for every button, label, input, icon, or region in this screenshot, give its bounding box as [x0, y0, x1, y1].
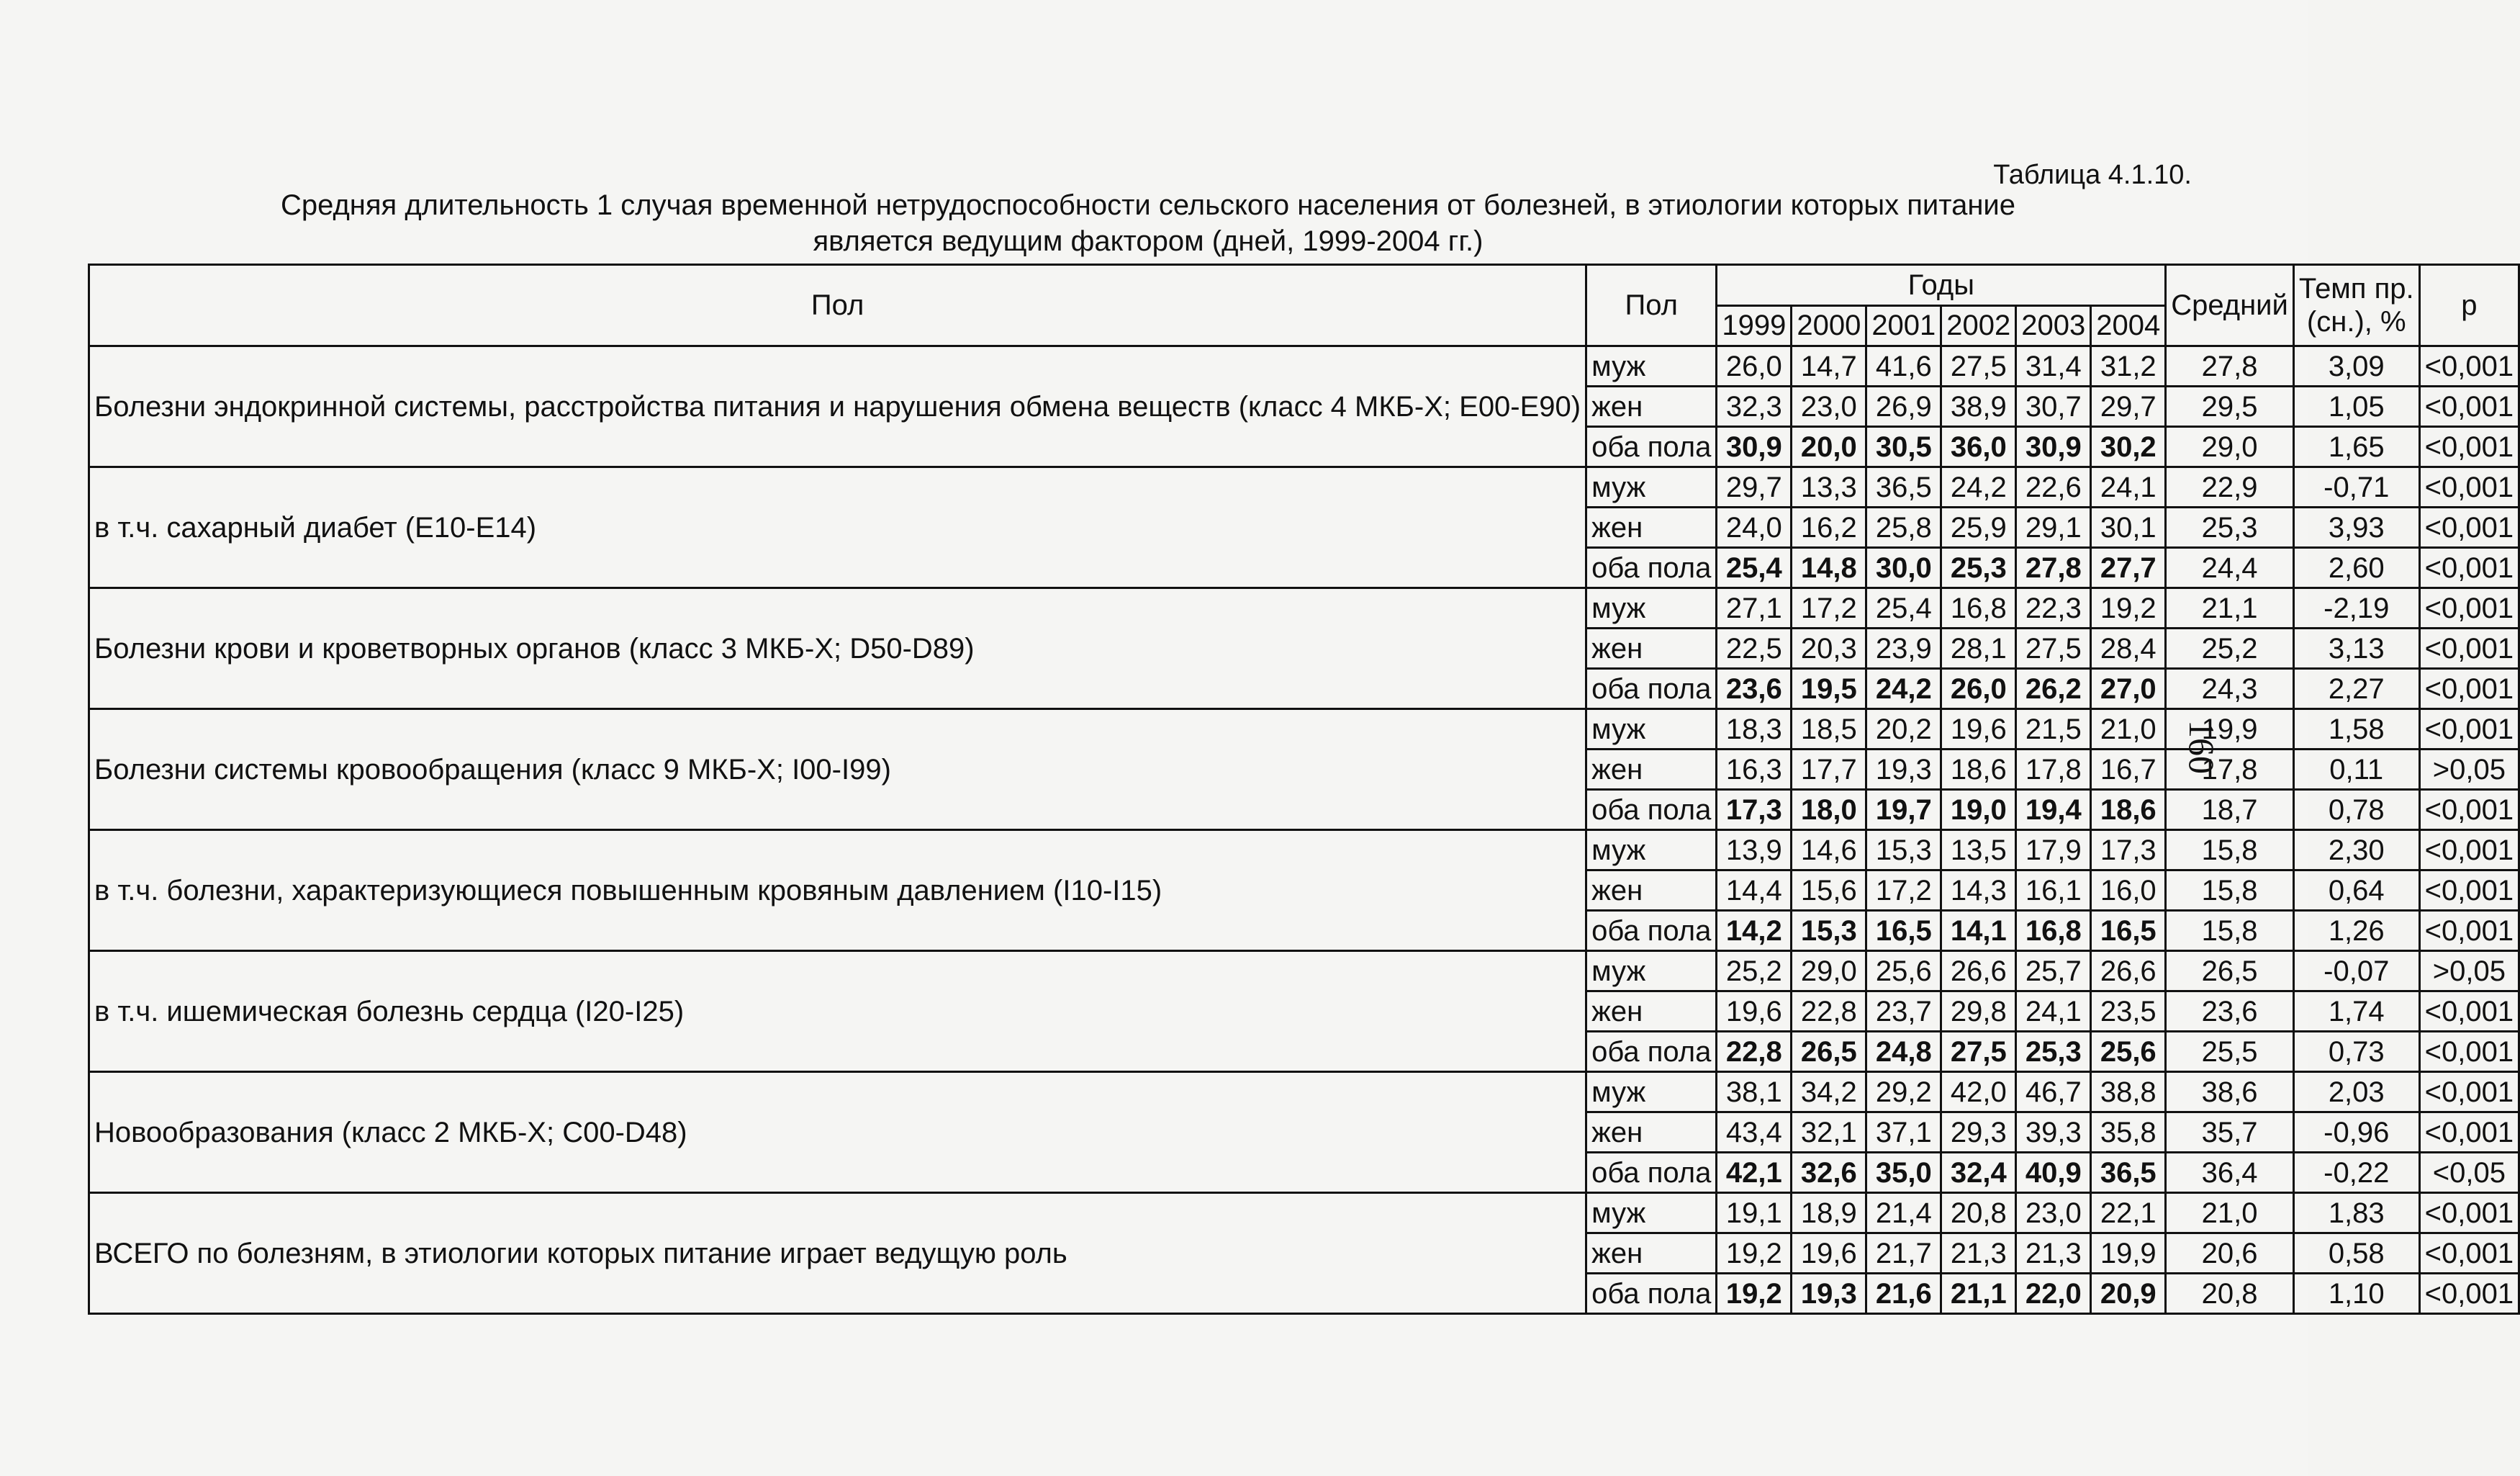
p-value-cell: <0,001 — [2419, 911, 2519, 951]
value-cell: 27,1 — [1717, 588, 1792, 629]
value-cell: 23,7 — [1866, 991, 1941, 1032]
value-cell: 29,2 — [1866, 1072, 1941, 1112]
average-cell: 18,7 — [2166, 790, 2294, 830]
p-value-cell: >0,05 — [2419, 750, 2519, 790]
average-cell: 25,2 — [2166, 629, 2294, 669]
value-cell: 26,2 — [2016, 669, 2091, 709]
p-value-cell: <0,001 — [2419, 548, 2519, 588]
p-value-cell: <0,001 — [2419, 588, 2519, 629]
sex-cell: оба пола — [1586, 1274, 1717, 1314]
value-cell: 41,6 — [1866, 346, 1941, 387]
value-cell: 42,0 — [1941, 1072, 2016, 1112]
value-cell: 38,9 — [1941, 387, 2016, 427]
disease-name: Болезни крови и кроветворных органов (класс 3 МКБ-Х; D50-D89) — [89, 588, 1586, 709]
value-cell: 40,9 — [2016, 1153, 2091, 1193]
value-cell: 22,6 — [2016, 467, 2091, 508]
value-cell: 19,0 — [1941, 790, 2016, 830]
value-cell: 38,1 — [1717, 1072, 1792, 1112]
average-cell: 24,4 — [2166, 548, 2294, 588]
value-cell: 24,1 — [2091, 467, 2166, 508]
value-cell: 14,7 — [1792, 346, 1866, 387]
header-rate-line-2: (сн.), % — [2306, 306, 2406, 338]
value-cell: 19,6 — [1792, 1233, 1866, 1274]
value-cell: 22,8 — [1717, 1032, 1792, 1072]
average-cell: 19,9 — [2166, 709, 2294, 750]
value-cell: 20,0 — [1792, 427, 1866, 467]
average-cell: 15,8 — [2166, 870, 2294, 911]
table-row — [89, 467, 2519, 508]
value-cell: 37,1 — [1866, 1112, 1941, 1153]
title-line-1: Средняя длительность 1 случая временной нетрудоспособности сельского населения от болезней, в этиологии которых питание — [280, 189, 2016, 221]
rate-cell: -0,22 — [2293, 1153, 2419, 1193]
sex-cell: муж — [1586, 346, 1717, 387]
value-cell: 17,3 — [1717, 790, 1792, 830]
value-cell: 17,2 — [1866, 870, 1941, 911]
value-cell: 15,3 — [1792, 911, 1866, 951]
value-cell: 31,2 — [2091, 346, 2166, 387]
average-cell: 29,0 — [2166, 427, 2294, 467]
header-p: p — [2419, 265, 2519, 346]
average-cell: 17,8 — [2166, 750, 2294, 790]
p-value-cell: <0,001 — [2419, 1233, 2519, 1274]
average-cell: 36,4 — [2166, 1153, 2294, 1193]
value-cell: 46,7 — [2016, 1072, 2091, 1112]
value-cell: 24,1 — [2016, 991, 2091, 1032]
sex-cell: оба пола — [1586, 911, 1717, 951]
value-cell: 18,3 — [1717, 709, 1792, 750]
value-cell: 36,5 — [2091, 1153, 2166, 1193]
value-cell: 21,0 — [2091, 709, 2166, 750]
value-cell: 17,3 — [2091, 830, 2166, 870]
average-cell: 27,8 — [2166, 346, 2294, 387]
rate-cell: 1,05 — [2293, 387, 2419, 427]
value-cell: 21,3 — [1941, 1233, 2016, 1274]
value-cell: 16,5 — [1866, 911, 1941, 951]
value-cell: 20,2 — [1866, 709, 1941, 750]
rate-cell: 3,93 — [2293, 508, 2419, 548]
sex-cell: оба пола — [1586, 1153, 1717, 1193]
value-cell: 26,0 — [1941, 669, 2016, 709]
value-cell: 16,5 — [2091, 911, 2166, 951]
sex-cell: муж — [1586, 830, 1717, 870]
value-cell: 17,2 — [1792, 588, 1866, 629]
average-cell: 20,8 — [2166, 1274, 2294, 1314]
header-rate — [2293, 265, 2419, 346]
value-cell: 19,1 — [1717, 1193, 1792, 1233]
value-cell: 21,3 — [2016, 1233, 2091, 1274]
value-cell: 26,6 — [2091, 951, 2166, 991]
value-cell: 16,8 — [1941, 588, 2016, 629]
value-cell: 15,3 — [1866, 830, 1941, 870]
data-table — [88, 264, 2520, 1315]
average-cell: 38,6 — [2166, 1072, 2294, 1112]
header-year-2003: 2003 — [2016, 305, 2091, 346]
value-cell: 25,3 — [1941, 548, 2016, 588]
sex-cell: муж — [1586, 467, 1717, 508]
table-row — [89, 709, 2519, 750]
rate-cell: -2,19 — [2293, 588, 2419, 629]
value-cell: 29,0 — [1792, 951, 1866, 991]
rate-cell: 1,74 — [2293, 991, 2419, 1032]
disease-name: Новообразования (класс 2 МКБ-Х; С00-D48) — [89, 1072, 1586, 1193]
value-cell: 27,5 — [2016, 629, 2091, 669]
p-value-cell: <0,001 — [2419, 1032, 2519, 1072]
value-cell: 21,4 — [1866, 1193, 1941, 1233]
sex-cell: жен — [1586, 508, 1717, 548]
sex-cell: оба пола — [1586, 427, 1717, 467]
average-cell: 15,8 — [2166, 911, 2294, 951]
sex-cell: оба пола — [1586, 669, 1717, 709]
page-number: 160 — [2182, 720, 2222, 774]
rate-cell: 2,27 — [2293, 669, 2419, 709]
value-cell: 16,2 — [1792, 508, 1866, 548]
value-cell: 30,2 — [2091, 427, 2166, 467]
rate-cell: 2,30 — [2293, 830, 2419, 870]
value-cell: 36,0 — [1941, 427, 2016, 467]
rate-cell: 1,65 — [2293, 427, 2419, 467]
value-cell: 19,3 — [1866, 750, 1941, 790]
rate-cell: 1,10 — [2293, 1274, 2419, 1314]
header-sex: Пол — [1586, 265, 1717, 346]
rate-cell: 3,09 — [2293, 346, 2419, 387]
value-cell: 17,7 — [1792, 750, 1866, 790]
rate-cell: 3,13 — [2293, 629, 2419, 669]
value-cell: 21,1 — [1941, 1274, 2016, 1314]
average-cell: 24,3 — [2166, 669, 2294, 709]
p-value-cell: <0,001 — [2419, 870, 2519, 911]
table-row — [89, 951, 2519, 991]
average-cell: 26,5 — [2166, 951, 2294, 991]
average-cell: 21,0 — [2166, 1193, 2294, 1233]
value-cell: 35,0 — [1866, 1153, 1941, 1193]
header-year-2001: 2001 — [1866, 305, 1941, 346]
value-cell: 29,7 — [2091, 387, 2166, 427]
rate-cell: 1,26 — [2293, 911, 2419, 951]
p-value-cell: <0,001 — [2419, 467, 2519, 508]
value-cell: 36,5 — [1866, 467, 1941, 508]
sex-cell: муж — [1586, 588, 1717, 629]
value-cell: 29,8 — [1941, 991, 2016, 1032]
sex-cell: жен — [1586, 870, 1717, 911]
average-cell: 20,6 — [2166, 1233, 2294, 1274]
sex-cell: оба пола — [1586, 790, 1717, 830]
value-cell: 19,6 — [1941, 709, 2016, 750]
sex-cell: жен — [1586, 991, 1717, 1032]
p-value-cell: <0,001 — [2419, 346, 2519, 387]
value-cell: 17,8 — [2016, 750, 2091, 790]
average-cell: 21,1 — [2166, 588, 2294, 629]
value-cell: 30,9 — [1717, 427, 1792, 467]
value-cell: 17,9 — [2016, 830, 2091, 870]
sex-cell: жен — [1586, 1233, 1717, 1274]
table-row — [89, 346, 2519, 387]
value-cell: 13,5 — [1941, 830, 2016, 870]
value-cell: 23,0 — [1792, 387, 1866, 427]
value-cell: 16,3 — [1717, 750, 1792, 790]
rate-cell: 0,73 — [2293, 1032, 2419, 1072]
value-cell: 25,7 — [2016, 951, 2091, 991]
value-cell: 18,6 — [2091, 790, 2166, 830]
value-cell: 23,9 — [1866, 629, 1941, 669]
value-cell: 19,5 — [1792, 669, 1866, 709]
value-cell: 18,6 — [1941, 750, 2016, 790]
header-year-1999: 1999 — [1717, 305, 1792, 346]
disease-name: в т.ч. ишемическая болезнь сердца (I20-I25) — [89, 951, 1586, 1072]
average-cell: 25,5 — [2166, 1032, 2294, 1072]
value-cell: 21,6 — [1866, 1274, 1941, 1314]
value-cell: 22,8 — [1792, 991, 1866, 1032]
sex-cell: жен — [1586, 629, 1717, 669]
header-year-2000: 2000 — [1792, 305, 1866, 346]
value-cell: 20,8 — [1941, 1193, 2016, 1233]
header-average: Средний — [2166, 265, 2294, 346]
average-cell: 15,8 — [2166, 830, 2294, 870]
p-value-cell: <0,001 — [2419, 709, 2519, 750]
value-cell: 14,6 — [1792, 830, 1866, 870]
header-year-2002: 2002 — [1941, 305, 2016, 346]
value-cell: 26,6 — [1941, 951, 2016, 991]
value-cell: 18,5 — [1792, 709, 1866, 750]
table-number: Таблица 4.1.10. — [1993, 160, 2192, 190]
value-cell: 30,7 — [2016, 387, 2091, 427]
value-cell: 22,5 — [1717, 629, 1792, 669]
sex-cell: муж — [1586, 1072, 1717, 1112]
sex-cell: муж — [1586, 1193, 1717, 1233]
value-cell: 14,1 — [1941, 911, 2016, 951]
value-cell: 18,0 — [1792, 790, 1866, 830]
value-cell: 19,2 — [2091, 588, 2166, 629]
header-disease: Пол — [89, 265, 1586, 346]
value-cell: 16,1 — [2016, 870, 2091, 911]
value-cell: 24,2 — [1941, 467, 2016, 508]
value-cell: 25,9 — [1941, 508, 2016, 548]
value-cell: 14,8 — [1792, 548, 1866, 588]
value-cell: 24,0 — [1717, 508, 1792, 548]
value-cell: 25,4 — [1866, 588, 1941, 629]
disease-name: Болезни эндокринной системы, расстройства питания и нарушения обмена веществ (класс 4 МКБ-Х; Е00-Е90) — [89, 346, 1586, 467]
value-cell: 13,9 — [1717, 830, 1792, 870]
value-cell: 23,6 — [1717, 669, 1792, 709]
rate-cell: 0,64 — [2293, 870, 2419, 911]
sex-cell: муж — [1586, 709, 1717, 750]
average-cell: 35,7 — [2166, 1112, 2294, 1153]
rate-cell: 1,83 — [2293, 1193, 2419, 1233]
value-cell: 29,7 — [1717, 467, 1792, 508]
rate-cell: 2,03 — [2293, 1072, 2419, 1112]
table-row — [89, 830, 2519, 870]
p-value-cell: <0,001 — [2419, 991, 2519, 1032]
value-cell: 34,2 — [1792, 1072, 1866, 1112]
sex-cell: жен — [1586, 387, 1717, 427]
value-cell: 25,6 — [2091, 1032, 2166, 1072]
header-rate-line-1: Темп пр. — [2298, 273, 2414, 305]
header-years: Годы — [1717, 265, 2166, 306]
value-cell: 21,5 — [2016, 709, 2091, 750]
average-cell: 23,6 — [2166, 991, 2294, 1032]
value-cell: 27,5 — [1941, 346, 2016, 387]
title-line-2: является ведущим фактором (дней, 1999-2004 гг.) — [813, 225, 1483, 257]
p-value-cell: <0,001 — [2419, 669, 2519, 709]
value-cell: 28,1 — [1941, 629, 2016, 669]
value-cell: 19,9 — [2091, 1233, 2166, 1274]
sex-cell: жен — [1586, 1112, 1717, 1153]
p-value-cell: <0,001 — [2419, 1072, 2519, 1112]
disease-name: в т.ч. сахарный диабет (Е10-Е14) — [89, 467, 1586, 588]
value-cell: 38,8 — [2091, 1072, 2166, 1112]
value-cell: 19,4 — [2016, 790, 2091, 830]
value-cell: 29,1 — [2016, 508, 2091, 548]
value-cell: 32,1 — [1792, 1112, 1866, 1153]
average-cell: 29,5 — [2166, 387, 2294, 427]
value-cell: 27,0 — [2091, 669, 2166, 709]
value-cell: 26,0 — [1717, 346, 1792, 387]
value-cell: 14,2 — [1717, 911, 1792, 951]
p-value-cell: <0,001 — [2419, 629, 2519, 669]
value-cell: 21,7 — [1866, 1233, 1941, 1274]
value-cell: 14,3 — [1941, 870, 2016, 911]
value-cell: 26,5 — [1792, 1032, 1866, 1072]
header-year-2004: 2004 — [2091, 305, 2166, 346]
value-cell: 25,3 — [2016, 1032, 2091, 1072]
value-cell: 23,5 — [2091, 991, 2166, 1032]
value-cell: 18,9 — [1792, 1193, 1866, 1233]
rate-cell: 0,58 — [2293, 1233, 2419, 1274]
rate-cell: 2,60 — [2293, 548, 2419, 588]
value-cell: 43,4 — [1717, 1112, 1792, 1153]
value-cell: 19,2 — [1717, 1233, 1792, 1274]
rate-cell: 1,58 — [2293, 709, 2419, 750]
p-value-cell: <0,05 — [2419, 1153, 2519, 1193]
value-cell: 25,6 — [1866, 951, 1941, 991]
value-cell: 19,3 — [1792, 1274, 1866, 1314]
rate-cell: -0,07 — [2293, 951, 2419, 991]
value-cell: 25,2 — [1717, 951, 1792, 991]
value-cell: 23,0 — [2016, 1193, 2091, 1233]
sex-cell: оба пола — [1586, 1032, 1717, 1072]
value-cell: 32,6 — [1792, 1153, 1866, 1193]
value-cell: 32,3 — [1717, 387, 1792, 427]
value-cell: 24,2 — [1866, 669, 1941, 709]
value-cell: 30,5 — [1866, 427, 1941, 467]
value-cell: 19,6 — [1717, 991, 1792, 1032]
value-cell: 29,3 — [1941, 1112, 2016, 1153]
value-cell: 39,3 — [2016, 1112, 2091, 1153]
table-row — [89, 1072, 2519, 1112]
table-row — [89, 1193, 2519, 1233]
rate-cell: -0,71 — [2293, 467, 2419, 508]
value-cell: 22,1 — [2091, 1193, 2166, 1233]
p-value-cell: <0,001 — [2419, 387, 2519, 427]
value-cell: 28,4 — [2091, 629, 2166, 669]
sex-cell: оба пола — [1586, 548, 1717, 588]
p-value-cell: <0,001 — [2419, 1274, 2519, 1314]
value-cell: 24,8 — [1866, 1032, 1941, 1072]
value-cell: 26,9 — [1866, 387, 1941, 427]
value-cell: 22,3 — [2016, 588, 2091, 629]
value-cell: 27,7 — [2091, 548, 2166, 588]
average-cell: 25,3 — [2166, 508, 2294, 548]
value-cell: 25,4 — [1717, 548, 1792, 588]
p-value-cell: <0,001 — [2419, 1193, 2519, 1233]
value-cell: 30,0 — [1866, 548, 1941, 588]
value-cell: 16,8 — [2016, 911, 2091, 951]
value-cell: 30,9 — [2016, 427, 2091, 467]
value-cell: 27,5 — [1941, 1032, 2016, 1072]
value-cell: 42,1 — [1717, 1153, 1792, 1193]
value-cell: 14,4 — [1717, 870, 1792, 911]
value-cell: 16,7 — [2091, 750, 2166, 790]
value-cell: 35,8 — [2091, 1112, 2166, 1153]
disease-name: в т.ч. болезни, характеризующиеся повышенным кровяным давлением (I10-I15) — [89, 830, 1586, 951]
p-value-cell: <0,001 — [2419, 790, 2519, 830]
rate-cell: 0,78 — [2293, 790, 2419, 830]
table-body — [89, 346, 2519, 1314]
p-value-cell: <0,001 — [2419, 1112, 2519, 1153]
p-value-cell: <0,001 — [2419, 508, 2519, 548]
average-cell: 22,9 — [2166, 467, 2294, 508]
value-cell: 30,1 — [2091, 508, 2166, 548]
value-cell: 13,3 — [1792, 467, 1866, 508]
value-cell: 27,8 — [2016, 548, 2091, 588]
disease-name: Болезни системы кровообращения (класс 9 МКБ-Х; I00-I99) — [89, 709, 1586, 830]
table-row — [89, 588, 2519, 629]
p-value-cell: <0,001 — [2419, 830, 2519, 870]
disease-name: ВСЕГО по болезням, в этиологии которых питание играет ведущую роль — [89, 1193, 1586, 1314]
table-title — [86, 187, 2210, 259]
rate-cell: 0,11 — [2293, 750, 2419, 790]
rate-cell: -0,96 — [2293, 1112, 2419, 1153]
header-row-1 — [89, 265, 2519, 306]
value-cell: 16,0 — [2091, 870, 2166, 911]
p-value-cell: <0,001 — [2419, 427, 2519, 467]
value-cell: 15,6 — [1792, 870, 1866, 911]
value-cell: 22,0 — [2016, 1274, 2091, 1314]
value-cell: 20,9 — [2091, 1274, 2166, 1314]
value-cell: 32,4 — [1941, 1153, 2016, 1193]
value-cell: 19,2 — [1717, 1274, 1792, 1314]
value-cell: 19,7 — [1866, 790, 1941, 830]
value-cell: 31,4 — [2016, 346, 2091, 387]
p-value-cell: >0,05 — [2419, 951, 2519, 991]
value-cell: 20,3 — [1792, 629, 1866, 669]
sex-cell: жен — [1586, 750, 1717, 790]
value-cell: 25,8 — [1866, 508, 1941, 548]
sex-cell: муж — [1586, 951, 1717, 991]
